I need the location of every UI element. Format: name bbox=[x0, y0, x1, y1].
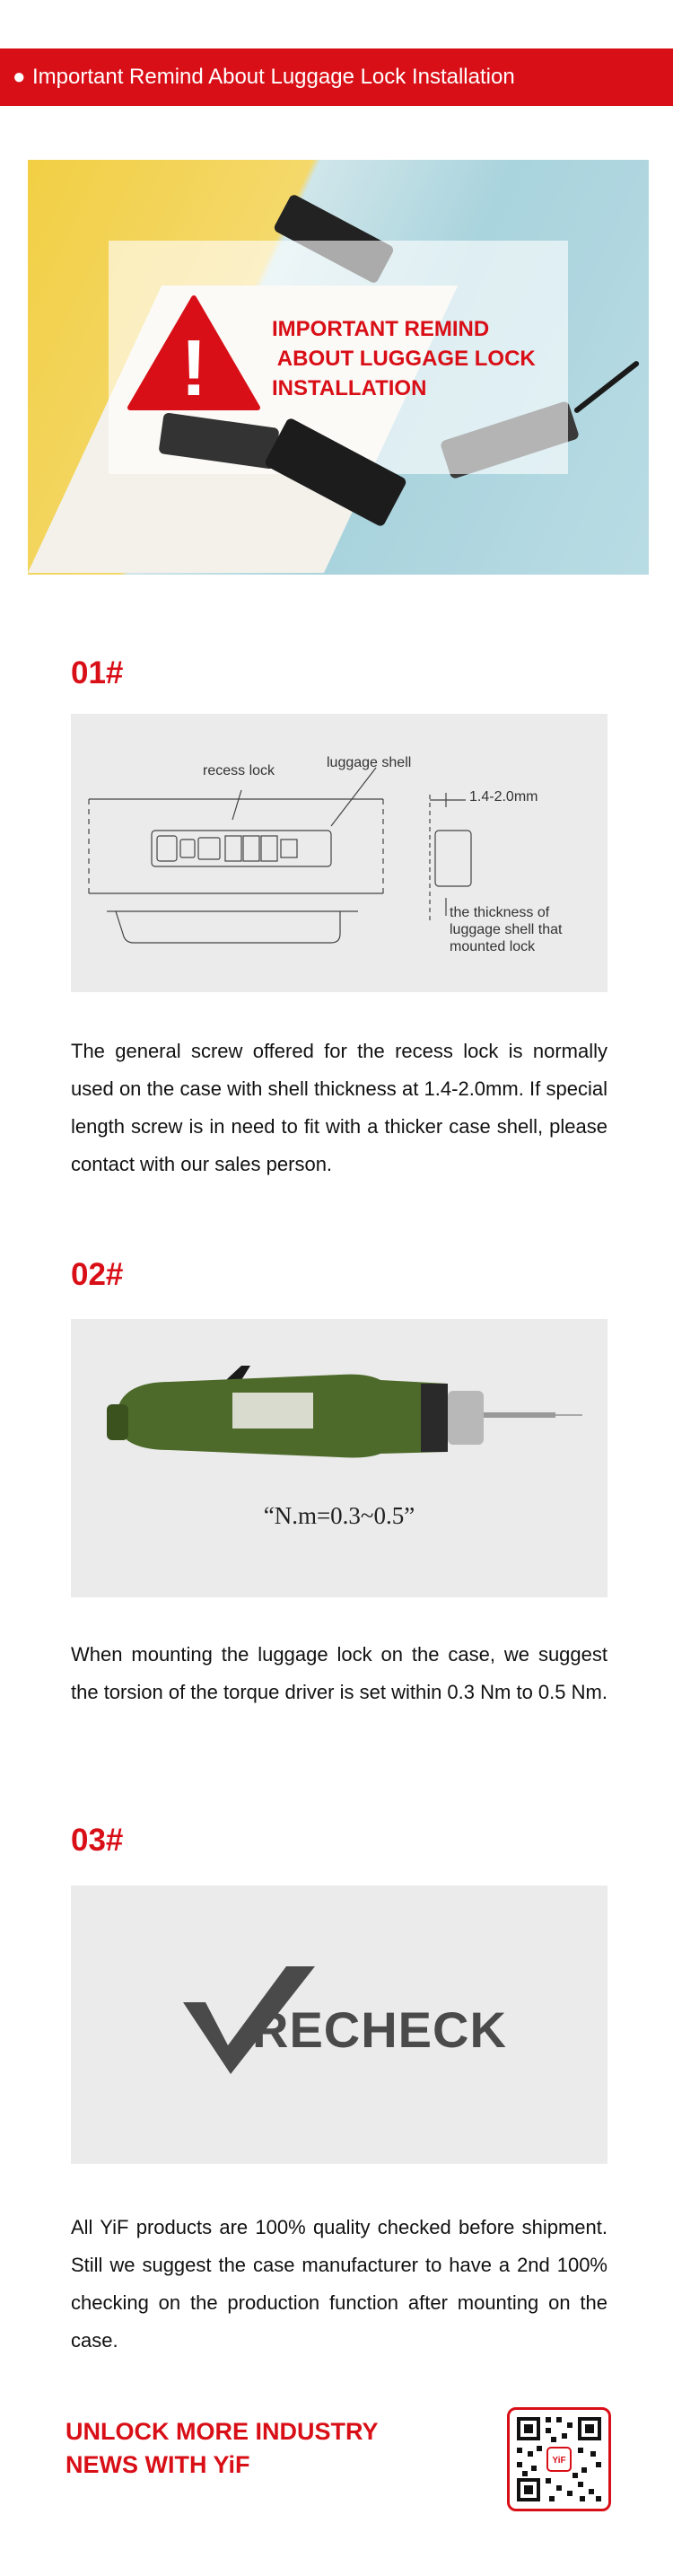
recheck-label: RECHECK bbox=[252, 2001, 507, 2058]
label-thickness-note bbox=[450, 904, 562, 955]
cable-photo bbox=[573, 360, 641, 414]
thickness-note-line: luggage shell that bbox=[450, 922, 563, 937]
qr-code-icon bbox=[510, 2410, 608, 2509]
banner-title: Important Remind About Luggage Lock Installation bbox=[32, 65, 515, 89]
step-diagram bbox=[71, 714, 607, 992]
hero-title-line: INSTALLATION bbox=[272, 376, 427, 400]
hero-image bbox=[28, 160, 649, 575]
label-luggage-shell: luggage shell bbox=[327, 755, 412, 770]
step-description: All YiF products are 100% quality checked before shipment. Still we suggest the case manufacturer to have a 2nd 100% checking on the production function after mounting on the case. bbox=[71, 2216, 607, 2352]
torque-driver-icon bbox=[71, 1319, 607, 1597]
hero-title-line: IMPORTANT REMIND bbox=[272, 317, 490, 341]
qr-code[interactable] bbox=[507, 2407, 611, 2511]
thickness-note-line: the thickness of bbox=[450, 905, 550, 920]
step-number: 03# bbox=[71, 1823, 124, 1858]
hero-title bbox=[272, 314, 536, 403]
label-recess-lock: recess lock bbox=[203, 763, 275, 778]
step-number: 01# bbox=[71, 655, 124, 690]
cta-text bbox=[66, 2415, 379, 2482]
qr-logo: YiF bbox=[552, 2456, 566, 2466]
warning-triangle-icon bbox=[127, 295, 261, 411]
section-banner bbox=[0, 48, 673, 106]
step-image bbox=[71, 1886, 607, 2164]
step-description: When mounting the luggage lock on the case, we suggest the torsion of the torque driver is set within 0.3 Nm to 0.5 Nm. bbox=[71, 1643, 607, 1703]
warning-mark: ! bbox=[180, 323, 207, 411]
torque-caption: “N.m=0.3~0.5” bbox=[263, 1502, 415, 1529]
hero-title-line: ABOUT LUGGAGE LOCK bbox=[272, 347, 536, 371]
step-description: The general screw offered for the recess lock is normally used on the case with shell thickness at 1.4-2.0mm. If special length screw is in need to fit with a thicker case shell, please contact with our sales person. bbox=[71, 1040, 607, 1175]
cta-line: UNLOCK MORE INDUSTRY bbox=[66, 2418, 379, 2445]
bullet-icon: ● bbox=[13, 65, 26, 89]
thickness-note-line: mounted lock bbox=[450, 939, 536, 954]
cta-line: NEWS WITH YiF bbox=[66, 2451, 250, 2478]
label-thickness-range: 1.4-2.0mm bbox=[469, 789, 538, 804]
step-number: 02# bbox=[71, 1257, 124, 1292]
step-image bbox=[71, 1319, 607, 1597]
